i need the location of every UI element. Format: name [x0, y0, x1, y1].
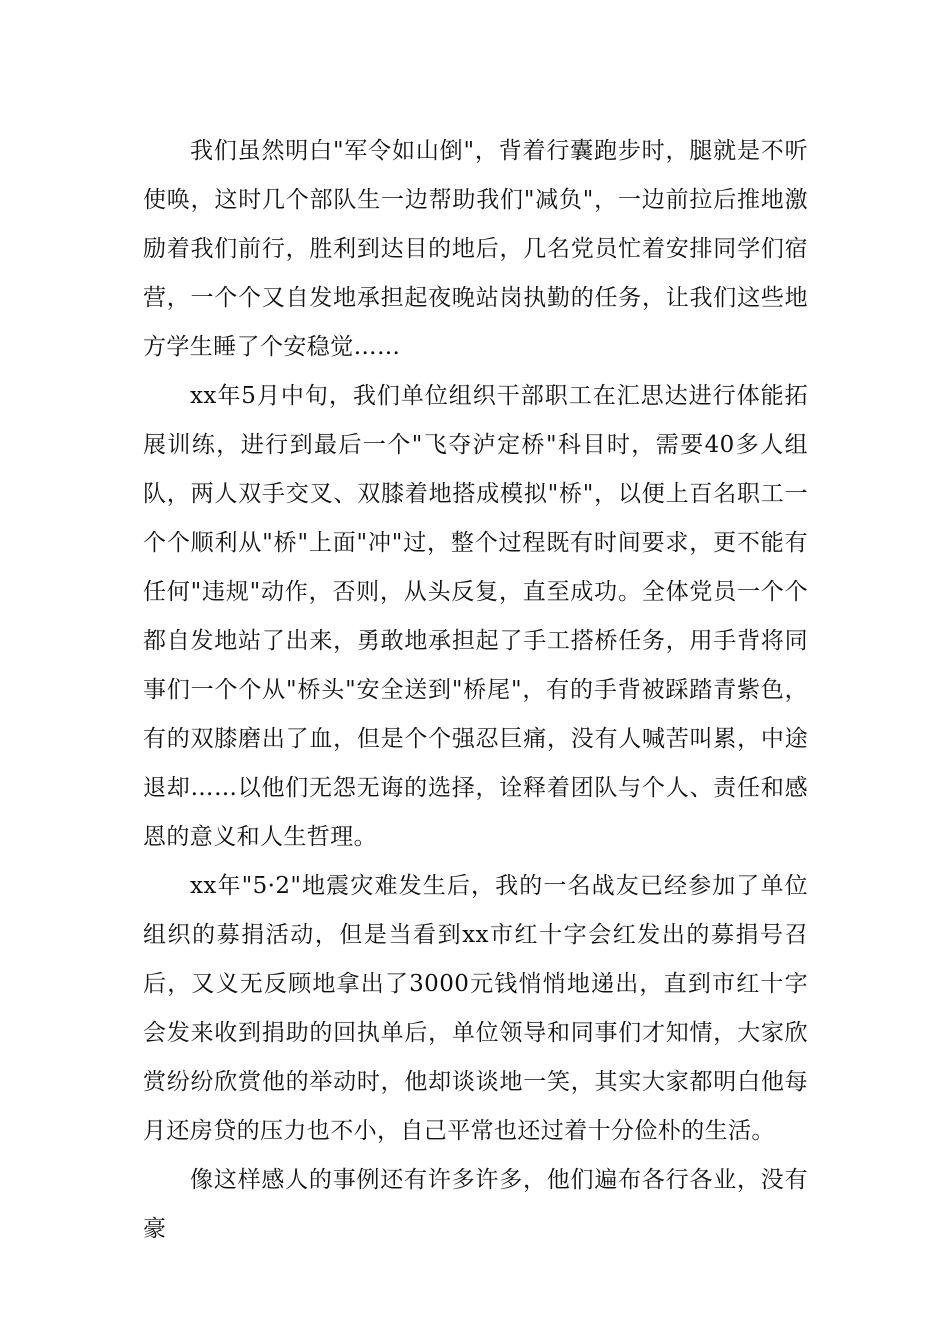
paragraph-2: xx年5月中旬，我们单位组织干部职工在汇思达进行体能拓展训练，进行到最后一个"飞夺泸定桥"科目时，需要40多人组队，两人双手交叉、双膝着地搭成模拟"桥"，以便上百名职工一个个顺利从"桥"上面"冲"过，整个过程既有时间要求，更不能有任何"违规"动作，否则，从头反复，直至成功。全体党员一个个都自发地站了出来，勇敢地承担起了手工搭桥任务，用手背将同事们一个个从"桥头"安全送到"桥尾"，有的手背被踩踏青紫色，有的双膝磨出了血，但是个个强忍巨痛，没有人喊苦叫累，中途退却……以他们无怨无诲的选择，诠释着团队与个人、责任和感恩的意义和人生哲理。 [143, 383, 808, 850]
paragraph-3: xx年"5·2"地震灾难发生后，我的一名战友已经参加了单位组织的募捐活动，但是当看到xx市红十字会红发出的募捐号召后，又义无反顾地拿出了3000元钱悄悄地递出，直到市红十字会发来收到捐助的回执单后，单位领导和同事们才知情，大家欣赏纷纷欣赏他的举动时，他却谈谈地一笑，其实大家都明白他每月还房贷的压力也不小，自己平常也还过着十分俭朴的生活。 [143, 873, 808, 1144]
document-body [143, 127, 808, 1254]
paragraph-4: 像这样感人的事例还有许多许多，他们遍布各行各业，没有豪 [143, 1167, 808, 1242]
paragraph-1: 我们虽然明白"军令如山倒"，背着行囊跑步时，腿就是不听使唤，这时几个部队生一边帮助我们"减负"，一边前拉后推地激励着我们前行，胜利到达目的地后，几名党员忙着安排同学们宿营，一个个又自发地承担起夜晚站岗执勤的任务，让我们这些地方学生睡了个安稳觉…… [143, 138, 808, 360]
